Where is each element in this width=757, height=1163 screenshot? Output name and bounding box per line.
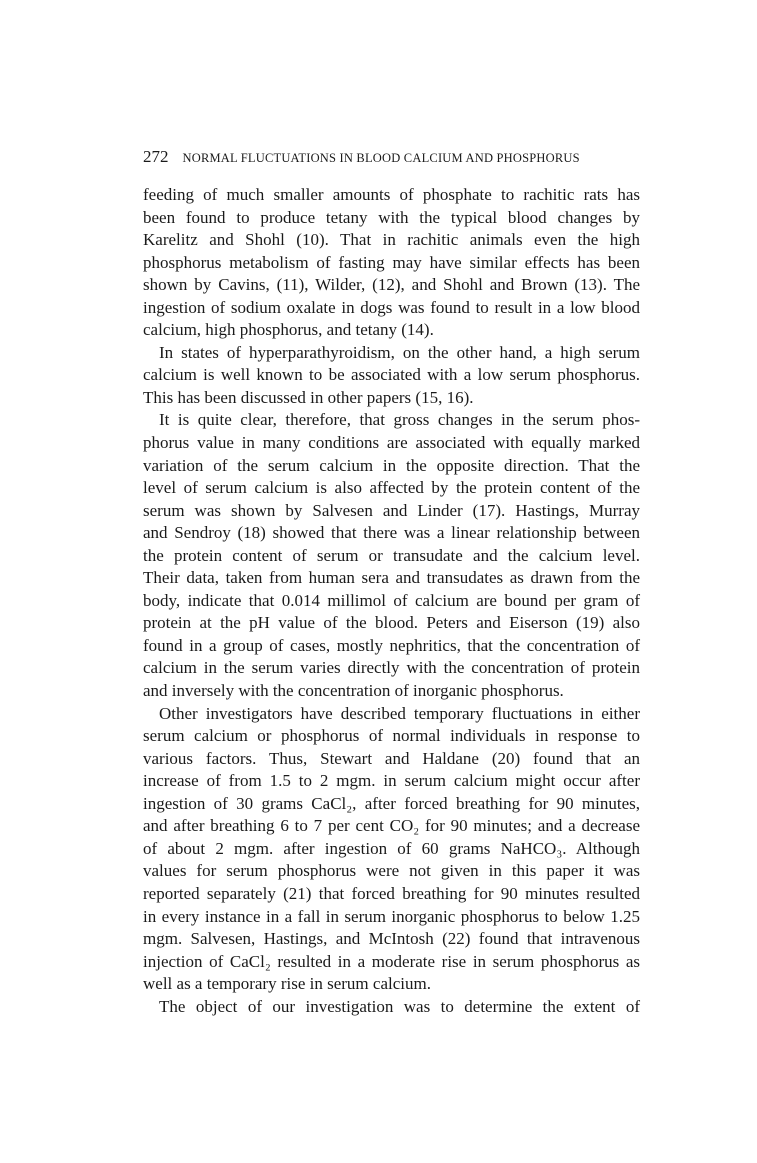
text-line: This has been discussed in other papers (15, 16). [143, 387, 474, 407]
text-line: protein at the pH value of the blood. Peters and Eiserson (19) also [143, 613, 640, 633]
text-line: body, indicate that 0.014 millimol of calcium are bound per gram of [143, 590, 640, 610]
text-line: ingestion of sodium oxalate in dogs was found to result in a low blood [143, 297, 640, 317]
paragraph [143, 996, 640, 1019]
running-title: NORMAL FLUCTUATIONS IN BLOOD CALCIUM AND PHOSPHORUS [182, 151, 580, 165]
paragraph [143, 409, 640, 702]
text-line: calcium in the serum varies directly with the concentration of protein [143, 658, 640, 678]
text-line: ingestion of 30 grams CaCl₂, after forced breathing for 90 minutes, [143, 793, 640, 813]
text-line: of about 2 mgm. after ingestion of 60 grams NaHCO₃. Although [143, 838, 640, 858]
text-line: phosphorus metabolism of fasting may have similar effects has been [143, 252, 640, 272]
paragraph [143, 703, 640, 996]
text-line: phorus value in many conditions are associated with equally marked [143, 433, 640, 453]
text-line: level of serum calcium is also affected by the protein content of the [143, 478, 640, 498]
text-line: Other investigators have described temporary fluctuations in either [159, 703, 640, 723]
text-line: Their data, taken from human sera and transudates as drawn from the [143, 568, 640, 588]
text-line: reported separately (21) that forced breathing for 90 minutes resulted [143, 883, 640, 903]
text-line: values for serum phosphorus were not given in this paper it was [143, 861, 640, 881]
text-line: serum calcium or phosphorus of normal individuals in response to [143, 726, 640, 746]
text-line: the protein content of serum or transudate and the calcium level. [143, 545, 640, 565]
text-line: been found to produce tetany with the typical blood changes by [143, 207, 640, 227]
text-line: and after breathing 6 to 7 per cent CO₂ for 90 minutes; and a decrease [143, 816, 640, 836]
paragraph [143, 342, 640, 410]
paragraph [143, 184, 640, 342]
text-line: The object of our investigation was to determine the extent of [159, 996, 640, 1016]
text-line: in every instance in a fall in serum inorganic phosphorus to below 1.25 [143, 906, 640, 926]
running-header [143, 147, 643, 167]
text-line: and inversely with the concentration of inorganic phosphorus. [143, 681, 564, 701]
text-line: mgm. Salvesen, Hastings, and McIntosh (22) found that intravenous [143, 929, 640, 949]
text-line: increase of from 1.5 to 2 mgm. in serum calcium might occur after [143, 771, 640, 791]
text-line: feeding of much smaller amounts of phosphate to rachitic rats has [143, 185, 640, 204]
text-line: Karelitz and Shohl (10). That in rachitic animals even the high [143, 230, 640, 250]
text-line: In states of hyperparathyroidism, on the other hand, a high serum [159, 342, 640, 362]
page-number: 272 [143, 147, 169, 166]
text-line: It is quite clear, therefore, that gross changes in the serum phos- [159, 410, 640, 430]
text-line: calcium is well known to be associated with a low serum phosphorus. [143, 365, 640, 385]
body-text [143, 184, 640, 1018]
text-line: and Sendroy (18) showed that there was a linear relationship between [143, 523, 640, 543]
text-line: well as a temporary rise in serum calcium. [143, 974, 431, 994]
text-line: found in a group of cases, mostly nephritics, that the concentration of [143, 635, 640, 655]
text-line: calcium, high phosphorus, and tetany (14). [143, 320, 434, 340]
text-line: shown by Cavins, (11), Wilder, (12), and Shohl and Brown (13). The [143, 275, 640, 295]
text-line: injection of CaCl₂ resulted in a moderate rise in serum phosphorus as [143, 951, 640, 971]
text-line: serum was shown by Salvesen and Linder (17). Hastings, Murray [143, 500, 640, 520]
text-line: various factors. Thus, Stewart and Haldane (20) found that an [143, 748, 640, 768]
text-line: variation of the serum calcium in the opposite direction. That the [143, 455, 640, 475]
